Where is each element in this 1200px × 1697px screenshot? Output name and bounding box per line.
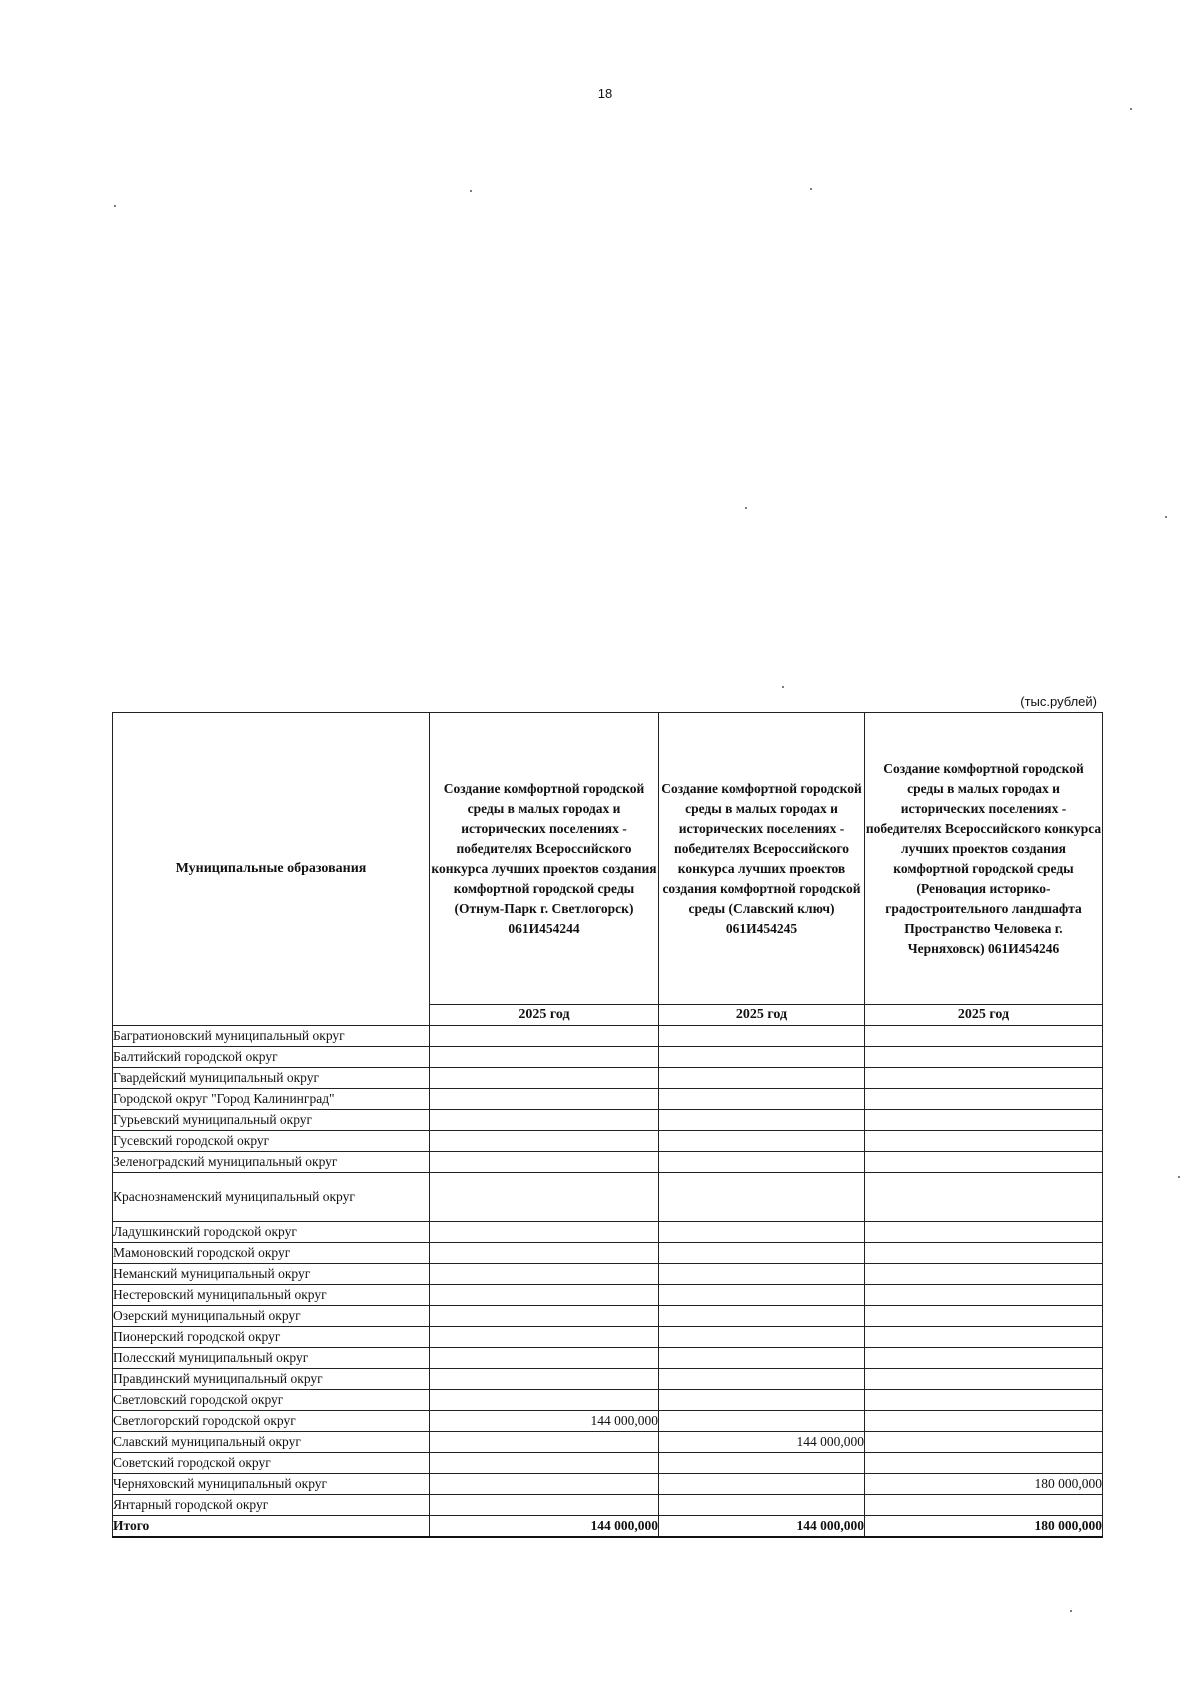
- unit-note: (тыс.рублей): [1020, 694, 1097, 709]
- municipality-name: Правдинский муниципальный округ: [113, 1369, 430, 1390]
- table-row: [113, 1026, 1103, 1047]
- amount-cell: [430, 1173, 659, 1222]
- year-label-1: 2025 год: [430, 1005, 659, 1026]
- project-header-1: Создание комфортной городской среды в малых городах и исторических поселениях - победителях Всероссийского конкурса лучших проектов создания комфортной городской среды (Отнум-Парк г. Светлогорск) 061И454244: [430, 713, 659, 1005]
- amount-cell: [659, 1152, 865, 1173]
- amount-cell: [659, 1453, 865, 1474]
- amount-cell: [865, 1411, 1103, 1432]
- amount-cell: [865, 1131, 1103, 1152]
- municipality-name: Озерский муниципальный округ: [113, 1306, 430, 1327]
- amount-cell: 144 000,000: [430, 1411, 659, 1432]
- amount-cell: [430, 1306, 659, 1327]
- amount-cell: [430, 1285, 659, 1306]
- scan-speck: [810, 188, 812, 190]
- budget-table: [112, 712, 1103, 1538]
- municipality-name: Светлогорский городской округ: [113, 1411, 430, 1432]
- amount-cell: [865, 1068, 1103, 1089]
- amount-cell: [430, 1453, 659, 1474]
- amount-cell: [430, 1369, 659, 1390]
- amount-cell: [865, 1047, 1103, 1068]
- table-row: [113, 1264, 1103, 1285]
- amount-cell: [865, 1390, 1103, 1411]
- amount-cell: [430, 1495, 659, 1516]
- amount-cell: 144 000,000: [659, 1432, 865, 1453]
- amount-cell: [430, 1068, 659, 1089]
- municipality-name: Краснознаменский муниципальный округ: [113, 1173, 430, 1222]
- amount-cell: 180 000,000: [865, 1474, 1103, 1495]
- amount-cell: [659, 1243, 865, 1264]
- municipality-name: Городской округ "Город Калининград": [113, 1089, 430, 1110]
- amount-cell: [659, 1495, 865, 1516]
- municipality-name: Нестеровский муниципальный округ: [113, 1285, 430, 1306]
- table-row: [113, 1173, 1103, 1222]
- amount-cell: [865, 1432, 1103, 1453]
- table-row: [113, 1432, 1103, 1453]
- amount-cell: [865, 1285, 1103, 1306]
- table-row: [113, 1152, 1103, 1173]
- amount-cell: [659, 1131, 865, 1152]
- amount-cell: [865, 1327, 1103, 1348]
- amount-cell: [430, 1089, 659, 1110]
- table-row: [113, 1243, 1103, 1264]
- scan-speck: [1130, 108, 1132, 110]
- amount-cell: [865, 1222, 1103, 1243]
- amount-cell: [430, 1131, 659, 1152]
- year-label-2: 2025 год: [659, 1005, 865, 1026]
- table-row: [113, 1411, 1103, 1432]
- total-value: 144 000,000: [659, 1516, 865, 1538]
- table-row: [113, 1369, 1103, 1390]
- amount-cell: [659, 1026, 865, 1047]
- amount-cell: [865, 1152, 1103, 1173]
- table-row: [113, 1047, 1103, 1068]
- amount-cell: [430, 1327, 659, 1348]
- table-row: [113, 1285, 1103, 1306]
- amount-cell: [865, 1453, 1103, 1474]
- amount-cell: [865, 1173, 1103, 1222]
- amount-cell: [865, 1306, 1103, 1327]
- amount-cell: [659, 1264, 865, 1285]
- table-row: [113, 1495, 1103, 1516]
- municipality-name: Ладушкинский городской округ: [113, 1222, 430, 1243]
- table-row: [113, 1453, 1103, 1474]
- municipality-name: Неманский муниципальный округ: [113, 1264, 430, 1285]
- amount-cell: [659, 1306, 865, 1327]
- municipality-name: Гусевский городской округ: [113, 1131, 430, 1152]
- page-number: 18: [597, 86, 613, 101]
- amount-cell: [659, 1068, 865, 1089]
- municipality-name: Гвардейский муниципальный округ: [113, 1068, 430, 1089]
- amount-cell: [659, 1222, 865, 1243]
- scan-speck: [470, 190, 472, 192]
- table-row: [113, 1089, 1103, 1110]
- amount-cell: [430, 1264, 659, 1285]
- amount-cell: [659, 1047, 865, 1068]
- amount-cell: [865, 1348, 1103, 1369]
- municipality-name: Гурьевский муниципальный округ: [113, 1110, 430, 1131]
- amount-cell: [865, 1110, 1103, 1131]
- amount-cell: [659, 1110, 865, 1131]
- table-row: [113, 1110, 1103, 1131]
- municipality-name: Зеленоградский муниципальный округ: [113, 1152, 430, 1173]
- amount-cell: [865, 1026, 1103, 1047]
- amount-cell: [430, 1222, 659, 1243]
- amount-cell: [659, 1474, 865, 1495]
- scan-speck: [782, 686, 784, 688]
- amount-cell: [865, 1495, 1103, 1516]
- amount-cell: [865, 1243, 1103, 1264]
- total-value: 180 000,000: [865, 1516, 1103, 1538]
- scan-speck: [114, 205, 116, 207]
- municipality-name: Янтарный городской округ: [113, 1495, 430, 1516]
- amount-cell: [865, 1369, 1103, 1390]
- amount-cell: [430, 1026, 659, 1047]
- amount-cell: [865, 1264, 1103, 1285]
- amount-cell: [659, 1173, 865, 1222]
- amount-cell: [430, 1110, 659, 1131]
- municipality-name: Славский муниципальный округ: [113, 1432, 430, 1453]
- amount-cell: [659, 1327, 865, 1348]
- amount-cell: [430, 1348, 659, 1369]
- municipality-name: Балтийский городской округ: [113, 1047, 430, 1068]
- project-header-3: Создание комфортной городской среды в малых городах и исторических поселениях - победителях Всероссийского конкурса лучших проектов создания комфортной городской среды (Реновация историко-градостроительного ландшафта Пространство Человека г. Черняховск) 061И454246: [865, 713, 1103, 1005]
- amount-cell: [659, 1285, 865, 1306]
- amount-cell: [659, 1369, 865, 1390]
- table-row: [113, 1390, 1103, 1411]
- amount-cell: [659, 1348, 865, 1369]
- table-row: [113, 1348, 1103, 1369]
- amount-cell: [430, 1047, 659, 1068]
- header-row: [113, 713, 1103, 1005]
- amount-cell: [659, 1089, 865, 1110]
- amount-cell: [430, 1474, 659, 1495]
- amount-cell: [659, 1411, 865, 1432]
- municipalities-header: Муниципальные образования: [113, 713, 430, 1026]
- amount-cell: [430, 1390, 659, 1411]
- municipality-name: Светловский городской округ: [113, 1390, 430, 1411]
- table-row: [113, 1222, 1103, 1243]
- total-row: [113, 1516, 1103, 1538]
- scan-speck: [1178, 1176, 1180, 1178]
- amount-cell: [430, 1243, 659, 1264]
- municipality-name: Багратионовский муниципальный округ: [113, 1026, 430, 1047]
- table-row: [113, 1131, 1103, 1152]
- municipality-name: Пионерский городской округ: [113, 1327, 430, 1348]
- municipality-name: Мамоновский городской округ: [113, 1243, 430, 1264]
- total-label: Итого: [113, 1516, 430, 1538]
- scan-speck: [1165, 516, 1167, 518]
- amount-cell: [659, 1390, 865, 1411]
- scan-speck: [745, 507, 747, 509]
- year-label-3: 2025 год: [865, 1005, 1103, 1026]
- municipality-name: Полесский муниципальный округ: [113, 1348, 430, 1369]
- table-row: [113, 1327, 1103, 1348]
- project-header-2: Создание комфортной городской среды в малых городах и исторических поселениях - победителях Всероссийского конкурса лучших проектов создания комфортной городской среды (Славский ключ) 061И454245: [659, 713, 865, 1005]
- amount-cell: [430, 1152, 659, 1173]
- table-row: [113, 1474, 1103, 1495]
- municipality-name: Советский городской округ: [113, 1453, 430, 1474]
- scan-speck: [1070, 1610, 1072, 1612]
- amount-cell: [865, 1089, 1103, 1110]
- total-value: 144 000,000: [430, 1516, 659, 1538]
- table-row: [113, 1068, 1103, 1089]
- amount-cell: [430, 1432, 659, 1453]
- table-row: [113, 1306, 1103, 1327]
- municipality-name: Черняховский муниципальный округ: [113, 1474, 430, 1495]
